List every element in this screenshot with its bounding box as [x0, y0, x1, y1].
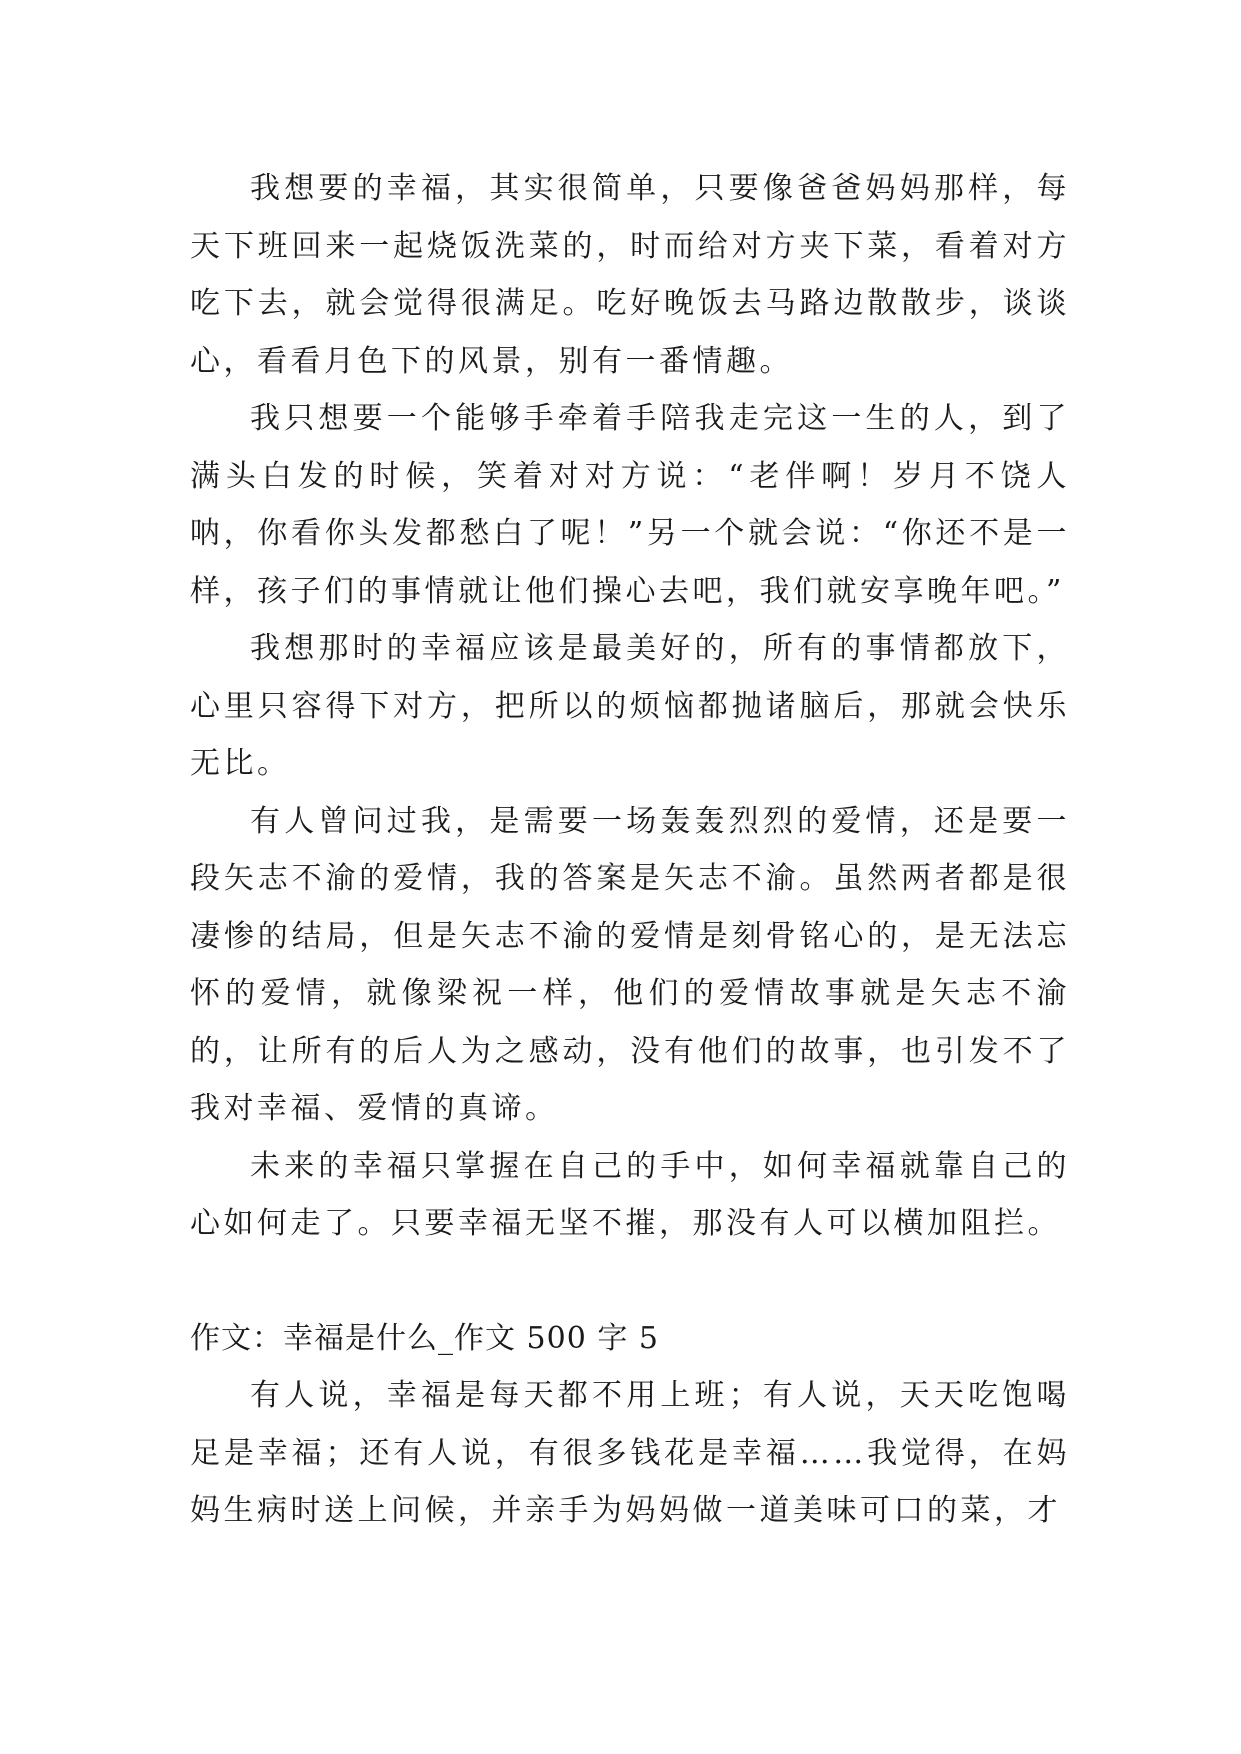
- paragraph: 我想那时的幸福应该是最美好的，所有的事情都放下，心里只容得下对方，把所以的烦恼都抛诸脑后，那就会快乐无比。: [190, 631, 1070, 781]
- paragraph: 我想要的幸福，其实很简单，只要像爸爸妈妈那样，每天下班回来一起烧饭洗菜的，时而给对方夹下菜，看着对方吃下去，就会觉得很满足。吃好晚饭去马路边散散步，谈谈心，看看月色下的风景，别有一番情趣。: [190, 171, 1070, 379]
- paragraph: 有人曾问过我，是需要一场轰轰烈烈的爱情，还是要一段矢志不渝的爱情，我的答案是矢志不渝。虽然两者都是很凄惨的结局，但是矢志不渝的爱情是刻骨铭心的，是无法忘怀的爱情，就像梁祝一样，他们的爱情故事就是矢志不渝的，让所有的后人为之感动，没有他们的故事，也引发不了我对幸福、爱情的真谛。: [190, 803, 1070, 1126]
- paragraph: 有人说，幸福是每天都不用上班；有人说，天天吃饱喝足是幸福；还有人说，有很多钱花是幸福……我觉得，在妈妈生病时送上问候，并亲手为妈妈做一道美味可口的菜，才: [190, 1378, 1070, 1528]
- paragraph: 我只想要一个能够手牵着手陪我走完这一生的人，到了满头白发的时候，笑着对对方说：“老伴啊！岁月不饶人呐，你看你头发都愁白了呢！”另一个就会说：“你还不是一样，孩子们的事情就让他们操心去吧，我们就安享晚年吧。”: [190, 401, 1070, 609]
- document-body: [190, 160, 1070, 1540]
- paragraph: 未来的幸福只掌握在自己的手中，如何幸福就靠自己的心如何走了。只要幸福无坚不摧，那没有人可以横加阻拦。: [190, 1148, 1070, 1241]
- section-heading: 作文：幸福是什么_作文 500 字 5: [190, 1320, 659, 1356]
